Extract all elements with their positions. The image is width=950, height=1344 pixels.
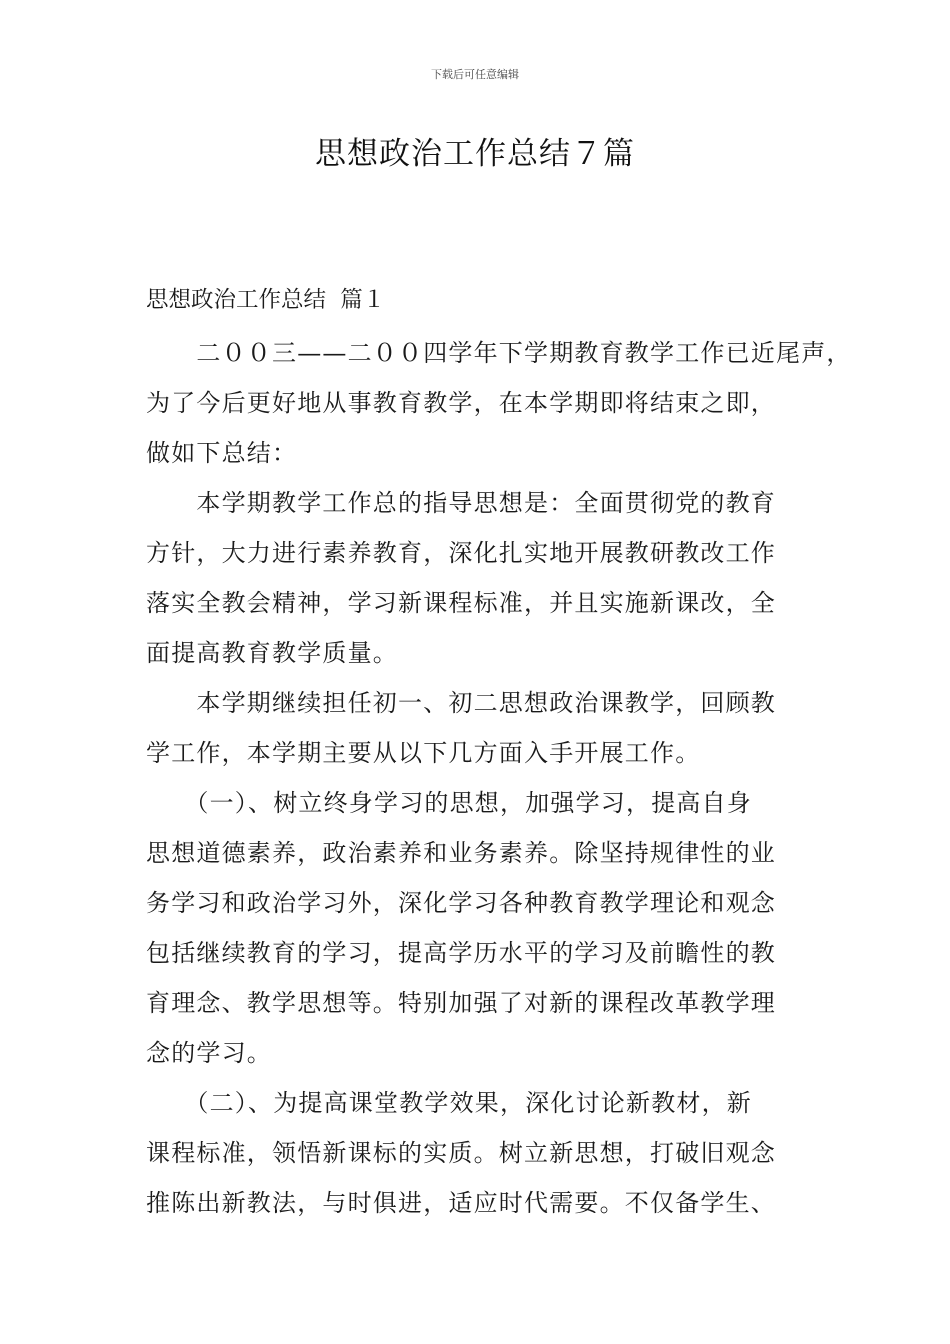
text-line: 课程标准，领悟新课标的实质。树立新思想，打破旧观念 [146, 1139, 776, 1167]
paragraph [146, 328, 852, 478]
text-line: 本学期教学工作总的指导思想是：全面贯彻党的教育 [146, 489, 776, 517]
text-line: 学工作，本学期主要从以下几方面入手开展工作。 [146, 739, 701, 767]
text-line: 务学习和政治学习外，深化学习各种教育教学理论和观念 [146, 889, 776, 917]
paragraph [146, 778, 826, 1078]
paragraph [146, 1078, 826, 1228]
document-title: 思想政治工作总结７篇 [315, 136, 635, 172]
header-note: 下载后可任意编辑 [431, 68, 519, 81]
text-line: 思想道德素养，政治素养和业务素养。除坚持规律性的业 [146, 839, 776, 867]
section-heading: 思想政治工作总结 篇１ [146, 287, 386, 313]
text-line: 为了今后更好地从事教育教学，在本学期即将结束之即， [146, 389, 776, 417]
document-body [146, 328, 852, 1228]
text-line: 育理念、教学思想等。特别加强了对新的课程改革教学理 [146, 989, 776, 1017]
text-line: 方针，大力进行素养教育，深化扎实地开展教研教改工作 [146, 539, 776, 567]
text-line: （二）、为提高课堂教学效果，深化讨论新教材，新 [146, 1089, 752, 1117]
text-line: 本学期继续担任初一、初二思想政治课教学，回顾教 [146, 689, 776, 717]
text-line: 念的学习。 [146, 1039, 272, 1067]
text-line: 做如下总结： [146, 439, 298, 467]
text-line: 落实全教会精神，学习新课程标准，并且实施新课改，全 [146, 589, 776, 617]
paragraph [146, 478, 826, 678]
text-line: 二００三——二００四学年下学期教育教学工作已近尾声， [146, 339, 852, 367]
text-line: 推陈出新教法，与时俱进，适应时代需要。不仅备学生、 [146, 1189, 776, 1217]
text-line: 面提高教育教学质量。 [146, 639, 398, 667]
text-line: （一）、树立终身学习的思想，加强学习，提高自身 [146, 789, 752, 817]
paragraph [146, 678, 826, 778]
text-line: 包括继续教育的学习，提高学历水平的学习及前瞻性的教 [146, 939, 776, 967]
